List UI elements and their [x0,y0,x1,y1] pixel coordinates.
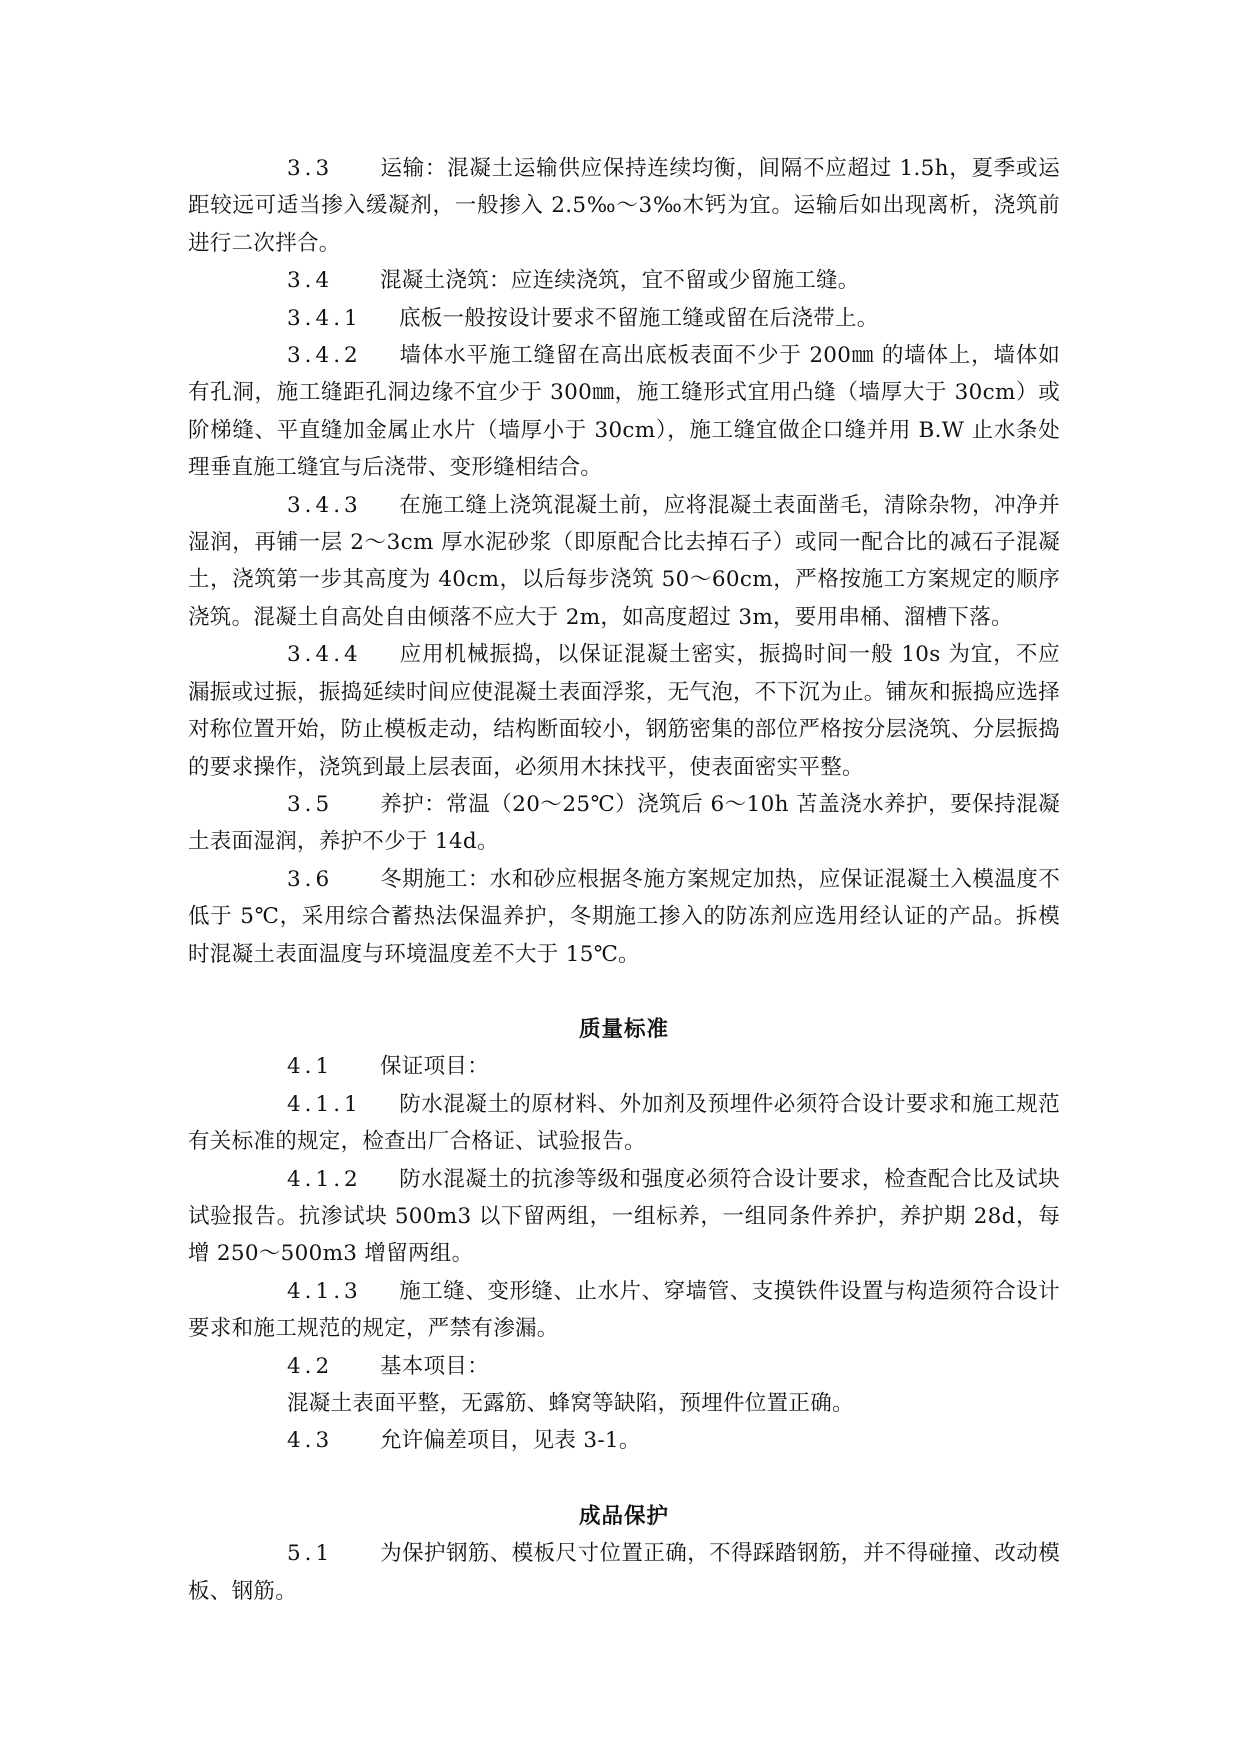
paragraph-4-3 [188,1422,1060,1459]
clause-text: 墙体水平施工缝留在高出底板表面不少于 200㎜ 的墙体上，墙体如有孔洞，施工缝距孔洞边缘不宜少于 300㎜，施工缝形式宜用凸缝（墙厚大于 30cm）或阶梯缝、平直缝加金属止水片（墙厚小于 30cm），施工缝宜做企口缝并用 B.W 止水条处理垂直施工缝宜与后浇带、变形缝相结合。 [188,343,1060,481]
clause-text: 保证项目： [380,1054,490,1080]
clause-number: 4.3 [287,1428,334,1454]
paragraph-4-1-3 [188,1273,1060,1348]
clause-text: 允许偏差项目，见表 3-1。 [380,1428,641,1454]
clause-number: 3.4.4 [287,642,362,668]
clause-text: 防水混凝土的原材料、外加剂及预埋件必须符合设计要求和施工规范有关标准的规定，检查出厂合格证、试验报告。 [188,1091,1060,1155]
section-heading-protection: 成品保护 [578,1503,669,1529]
paragraph-4-1 [188,1048,1060,1085]
clause-text: 施工缝、变形缝、止水片、穿墙管、支摸铁件设置与构造须符合设计要求和施工规范的规定，严禁有渗漏。 [188,1278,1060,1342]
clause-number: 3.4.3 [287,492,362,518]
paragraph-4-2-body: 混凝土表面平整，无露筋、蜂窝等缺陷，预埋件位置正确。 [287,1391,854,1416]
clause-number: 3.4 [287,268,334,294]
clause-number: 3.6 [287,866,334,892]
clause-number: 5.1 [287,1541,334,1567]
paragraph-3-4-2 [188,337,1060,487]
clause-text: 养护：常温（20～25℃）浇筑后 6～10h 苫盖浇水养护，要保持混凝土表面湿润，养护不少于 14d。 [188,791,1060,855]
paragraph-3-5 [188,786,1060,861]
clause-number: 4.1 [287,1054,334,1080]
clause-number: 4.1.3 [287,1278,362,1304]
clause-number: 3.4.2 [287,343,362,369]
clause-text: 冬期施工：水和砂应根据冬施方案规定加热，应保证混凝土入模温度不低于 5℃，采用综合蓄热法保温养护，冬期施工掺入的防冻剂应选用经认证的产品。拆模时混凝土表面温度与环境温度差不大于 15℃。 [188,866,1060,967]
clause-number: 3.3 [287,156,334,181]
paragraph-3-4 [188,262,1060,299]
clause-text: 混凝土浇筑：应连续浇筑，宜不留或少留施工缝。 [380,268,860,294]
clause-text: 底板一般按设计要求不留施工缝或留在后浇带上。 [399,305,879,331]
section-heading-quality: 质量标准 [578,1016,669,1042]
clause-text: 运输：混凝土运输供应保持连续均衡，间隔不应超过 1.5h，夏季或运距较远可适当掺入缓凝剂，一般掺入 2.5‰～3‰木钙为宜。运输后如出现离析，浇筑前进行二次拌合。 [188,156,1060,256]
clause-text: 为保护钢筋、模板尺寸位置正确，不得踩踏钢筋，并不得碰撞、改动模板、钢筋。 [188,1541,1060,1604]
paragraph-3-6 [188,861,1060,973]
paragraph-3-4-3 [188,487,1060,637]
paragraph-4-1-1 [188,1086,1060,1161]
clause-number: 4.2 [287,1353,334,1379]
paragraph-5-1 [188,1535,1060,1610]
clause-text: 应用机械振捣，以保证混凝土密实，振捣时间一般 10s 为宜，不应漏振或过振，振捣延续时间应使混凝土表面浮浆，无气泡，不下沉为止。铺灰和振捣应选择对称位置开始，防止模板走动，结构断面较小，钢筋密集的部位严格按分层浇筑、分层振捣的要求操作，浇筑到最上层表面，必须用木抹找平，使表面密实平整。 [188,642,1061,780]
paragraph-3-4-4 [188,636,1060,786]
clause-number: 3.4.1 [287,305,362,331]
clause-number: 4.1.1 [287,1091,362,1117]
clause-text: 防水混凝土的抗渗等级和强度必须符合设计要求，检查配合比及试块试验报告。抗渗试块 500m3 以下留两组，一组标养，一组同条件养护，养护期 28d，每增 250～500m3 增留两组。 [188,1166,1060,1267]
clause-text: 基本项目： [380,1353,490,1379]
paragraph-3-4-1 [188,300,1060,337]
document-page [188,150,1060,1610]
paragraph-4-2 [188,1348,1060,1385]
paragraph-3-3 [188,150,1060,262]
clause-number: 3.5 [287,791,334,817]
paragraph-4-1-2 [188,1161,1060,1273]
clause-number: 4.1.2 [287,1166,362,1192]
clause-text: 在施工缝上浇筑混凝土前，应将混凝土表面凿毛，清除杂物，冲净并湿润，再铺一层 2～3cm 厚水泥砂浆（即原配合比去掉石子）或同一配合比的减石子混凝土，浇筑第一步其高度为 40cm，以后每步浇筑 50～60cm，严格按施工方案规定的顺序浇筑。混凝土自高处自由倾落不应大于 2m，如高度超过 3m，要用串桶、溜槽下落。 [188,492,1060,630]
